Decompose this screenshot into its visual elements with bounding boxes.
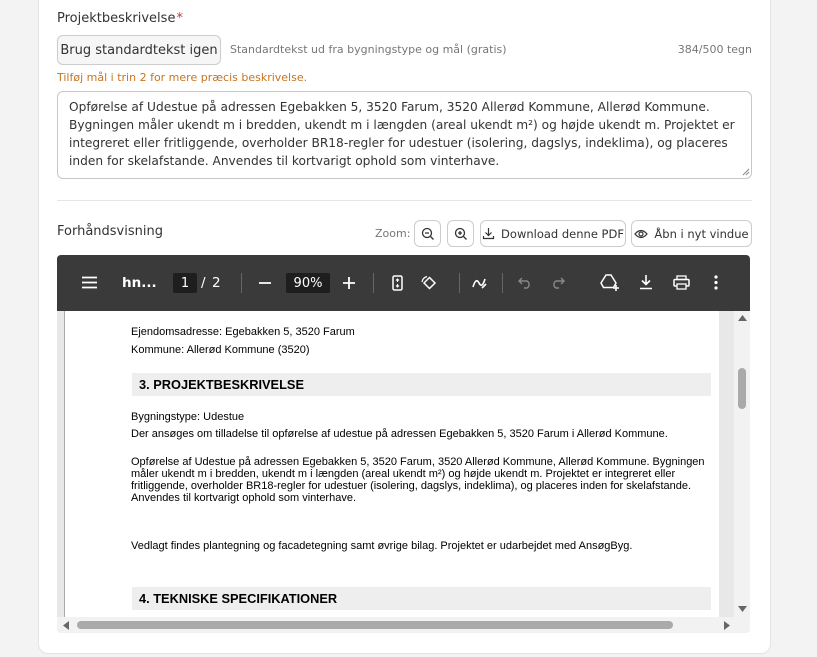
char-counter: 384/500 tegn: [677, 43, 752, 56]
vertical-scrollbar[interactable]: [734, 311, 750, 617]
eye-icon: [634, 228, 648, 240]
description-label: [57, 11, 183, 26]
download-icon: [482, 227, 495, 240]
scroll-up-icon[interactable]: [738, 315, 747, 321]
required-mark: *: [176, 11, 183, 26]
attachments-line: Vedlagt findes plantegning og facadetegning samt øvrige bilag. Projektet er udarbejdet med AnsøgByg.: [131, 540, 633, 552]
paragraph-line: Anvendes til kortvarigt ophold som vinterhave.: [131, 492, 357, 504]
scroll-down-icon[interactable]: [738, 606, 747, 612]
paragraph-line: Opførelse af Udestue på adressen Egebakken 5, 3520 Farum, 3520 Allerød Kommune, Allerød Kommune. Bygningen: [131, 456, 705, 468]
use-standard-text-button[interactable]: Brug standardtekst igen: [57, 35, 221, 65]
description-label-text: Projektbeskrivelse: [57, 11, 176, 26]
section-divider: [57, 200, 752, 201]
address-line: Ejendomsadresse: Egebakken 5, 3520 Farum: [131, 326, 355, 338]
section-3-heading: 3. PROJEKTBESKRIVELSE: [132, 373, 711, 396]
toolbar-divider: [502, 273, 503, 293]
horizontal-scroll-thumb[interactable]: [77, 621, 673, 629]
zoom-out-minus-icon[interactable]: [259, 282, 271, 284]
open-new-window-button[interactable]: [631, 220, 752, 247]
rotate-icon[interactable]: [421, 275, 438, 291]
pdf-toolbar: [57, 255, 750, 311]
dimensions-warning: Tilføj mål i trin 2 for mere præcis beskrivelse.: [57, 71, 308, 84]
application-line: Der ansøges om tilladelse til opførelse af udestue på adressen Egebakken 5, 3520 Farum i Allerød Kommune.: [131, 428, 668, 440]
open-new-window-label: Åbn i nyt vindue: [654, 226, 749, 241]
pdf-viewer: [57, 255, 750, 633]
description-paragraph: [131, 456, 706, 504]
paragraph-line: fritliggende, overholder BR18-regler for udestuer (isolering, dagslys, indeklima), og placeres inden for skelafstande.: [131, 480, 692, 492]
zoom-out-icon: [421, 227, 435, 241]
redo-icon[interactable]: [551, 277, 565, 289]
toolbar-divider: [373, 273, 374, 293]
zoom-out-button[interactable]: [414, 220, 441, 247]
municipality-line: Kommune: Allerød Kommune (3520): [131, 344, 310, 356]
preview-label: Forhåndsvisning: [57, 224, 163, 239]
standard-text-hint: Standardtekst ud fra bygningstype og mål (gratis): [230, 43, 507, 56]
page-number-input[interactable]: 1: [173, 273, 197, 293]
menu-icon[interactable]: [82, 276, 97, 289]
scroll-right-icon[interactable]: [724, 621, 730, 630]
resize-grip-icon[interactable]: [742, 168, 750, 176]
total-pages: 2: [212, 275, 221, 291]
pdf-page: [64, 311, 719, 617]
toolbar-divider: [459, 273, 460, 293]
zoom-in-button[interactable]: [447, 220, 474, 247]
section-4-heading: 4. TEKNISKE SPECIFIKATIONER: [132, 587, 711, 610]
paragraph-line: måler ukendt m i bredden, ukendt m i længden (areal ukendt m²) og højde ukendt m. Projektet er integreret eller: [131, 468, 676, 480]
document-title: hn...: [122, 275, 157, 291]
zoom-label: Zoom:: [375, 227, 411, 240]
download-pdf-icon[interactable]: [639, 274, 653, 290]
description-textarea[interactable]: [57, 91, 752, 179]
more-options-icon[interactable]: [714, 275, 718, 290]
vertical-scroll-thumb[interactable]: [738, 368, 746, 409]
download-pdf-label: Download denne PDF: [501, 226, 624, 241]
zoom-value-input[interactable]: 90%: [286, 273, 330, 293]
zoom-in-plus-icon[interactable]: [343, 277, 355, 289]
undo-icon[interactable]: [518, 277, 532, 289]
draw-icon[interactable]: [471, 275, 488, 291]
page-separator: /: [201, 275, 206, 291]
scroll-left-icon[interactable]: [63, 621, 69, 630]
toolbar-divider: [241, 273, 242, 293]
download-pdf-button[interactable]: [480, 220, 626, 247]
zoom-in-icon: [454, 227, 468, 241]
add-to-drive-icon[interactable]: [600, 274, 620, 291]
fit-page-icon[interactable]: [392, 275, 403, 291]
horizontal-scrollbar[interactable]: [57, 617, 750, 633]
building-type-line: Bygningstype: Udestue: [131, 411, 245, 423]
print-icon[interactable]: [673, 275, 690, 290]
